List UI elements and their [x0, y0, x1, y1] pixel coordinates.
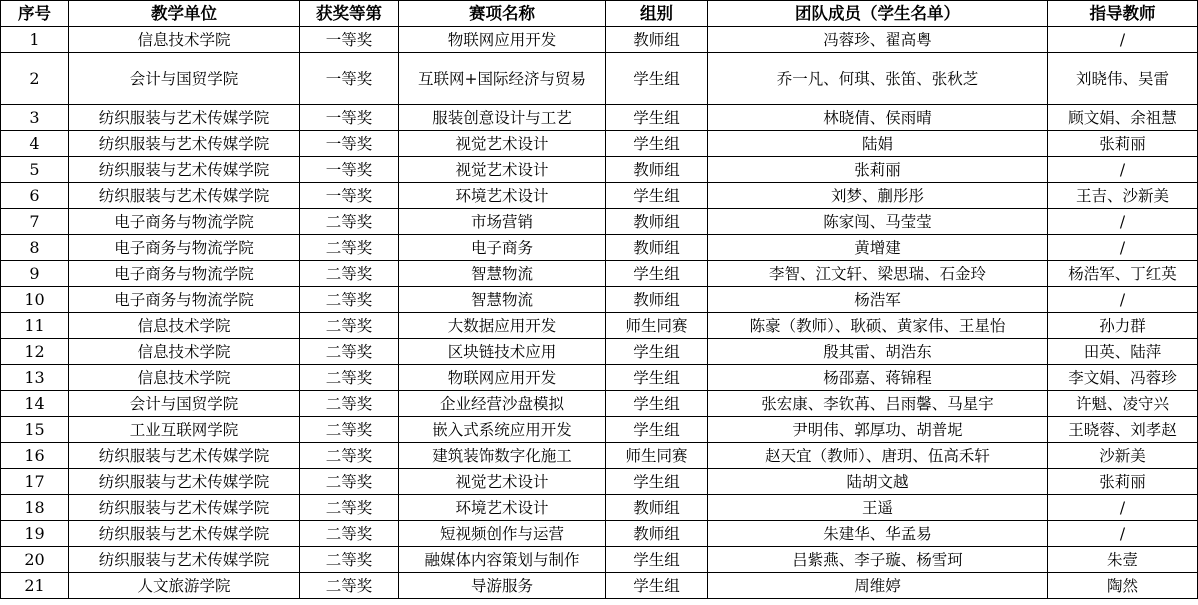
cell-advisor: /	[1048, 495, 1198, 521]
cell-event: 嵌入式系统应用开发	[399, 417, 606, 443]
cell-group: 教师组	[606, 235, 708, 261]
cell-event: 建筑装饰数字化施工	[399, 443, 606, 469]
header-no: 序号	[1, 1, 69, 27]
cell-members: 尹明伟、郭厚功、胡普坭	[708, 417, 1048, 443]
cell-no: 9	[1, 261, 69, 287]
cell-event: 市场营销	[399, 209, 606, 235]
cell-no: 12	[1, 339, 69, 365]
cell-advisor: 田英、陆萍	[1048, 339, 1198, 365]
cell-members: 陈家闯、马莹莹	[708, 209, 1048, 235]
cell-no: 15	[1, 417, 69, 443]
cell-event: 融媒体内容策划与制作	[399, 547, 606, 573]
header-event: 赛项名称	[399, 1, 606, 27]
cell-unit: 信息技术学院	[69, 339, 300, 365]
cell-no: 16	[1, 443, 69, 469]
cell-event: 视觉艺术设计	[399, 157, 606, 183]
table-row	[1, 287, 1198, 313]
cell-no: 20	[1, 547, 69, 573]
cell-award: 二等奖	[300, 495, 399, 521]
cell-advisor: 朱壹	[1048, 547, 1198, 573]
cell-advisor: 杨浩军、丁红英	[1048, 261, 1198, 287]
cell-event: 大数据应用开发	[399, 313, 606, 339]
cell-group: 学生组	[606, 105, 708, 131]
cell-event: 互联网+国际经济与贸易	[399, 53, 606, 105]
cell-advisor: 沙新美	[1048, 443, 1198, 469]
cell-group: 师生同赛	[606, 313, 708, 339]
cell-unit: 纺织服装与艺术传媒学院	[69, 105, 300, 131]
table-row	[1, 27, 1198, 53]
header-award: 获奖等第	[300, 1, 399, 27]
cell-group: 学生组	[606, 183, 708, 209]
cell-group: 学生组	[606, 131, 708, 157]
cell-group: 学生组	[606, 547, 708, 573]
cell-members: 王遥	[708, 495, 1048, 521]
table-row	[1, 157, 1198, 183]
cell-award: 二等奖	[300, 261, 399, 287]
table-row	[1, 53, 1198, 105]
cell-event: 视觉艺术设计	[399, 131, 606, 157]
cell-unit: 信息技术学院	[69, 27, 300, 53]
table-row	[1, 183, 1198, 209]
cell-award: 二等奖	[300, 313, 399, 339]
table-row	[1, 573, 1198, 599]
cell-group: 教师组	[606, 495, 708, 521]
cell-advisor: /	[1048, 209, 1198, 235]
cell-members: 张宏康、李钦苒、吕雨馨、马星宇	[708, 391, 1048, 417]
cell-members: 刘梦、蒯彤彤	[708, 183, 1048, 209]
cell-members: 殷其雷、胡浩东	[708, 339, 1048, 365]
table-row	[1, 521, 1198, 547]
cell-advisor: /	[1048, 157, 1198, 183]
cell-award: 一等奖	[300, 131, 399, 157]
cell-group: 师生同赛	[606, 443, 708, 469]
cell-unit: 信息技术学院	[69, 365, 300, 391]
header-members: 团队成员（学生名单）	[708, 1, 1048, 27]
cell-members: 陈豪（教师）、耿硕、黄家伟、王星怡	[708, 313, 1048, 339]
cell-award: 二等奖	[300, 235, 399, 261]
cell-group: 教师组	[606, 209, 708, 235]
cell-advisor: 李文娟、冯蓉珍	[1048, 365, 1198, 391]
cell-group: 教师组	[606, 157, 708, 183]
cell-unit: 电子商务与物流学院	[69, 209, 300, 235]
table-row	[1, 547, 1198, 573]
cell-award: 二等奖	[300, 573, 399, 599]
cell-group: 学生组	[606, 365, 708, 391]
cell-advisor: 孙力群	[1048, 313, 1198, 339]
cell-advisor: 陶然	[1048, 573, 1198, 599]
header-group: 组别	[606, 1, 708, 27]
table-row	[1, 443, 1198, 469]
cell-event: 电子商务	[399, 235, 606, 261]
cell-no: 7	[1, 209, 69, 235]
table-row	[1, 235, 1198, 261]
header-advisor: 指导教师	[1048, 1, 1198, 27]
cell-group: 学生组	[606, 469, 708, 495]
cell-no: 5	[1, 157, 69, 183]
cell-no: 8	[1, 235, 69, 261]
cell-unit: 纺织服装与艺术传媒学院	[69, 183, 300, 209]
cell-award: 一等奖	[300, 105, 399, 131]
cell-event: 导游服务	[399, 573, 606, 599]
cell-event: 企业经营沙盘模拟	[399, 391, 606, 417]
cell-members: 杨浩军	[708, 287, 1048, 313]
table-row	[1, 365, 1198, 391]
cell-unit: 纺织服装与艺术传媒学院	[69, 443, 300, 469]
table-row	[1, 131, 1198, 157]
cell-unit: 会计与国贸学院	[69, 53, 300, 105]
cell-event: 环境艺术设计	[399, 183, 606, 209]
cell-no: 19	[1, 521, 69, 547]
cell-unit: 电子商务与物流学院	[69, 235, 300, 261]
cell-advisor: 张莉丽	[1048, 131, 1198, 157]
cell-no: 1	[1, 27, 69, 53]
header-unit: 教学单位	[69, 1, 300, 27]
cell-advisor: /	[1048, 287, 1198, 313]
cell-advisor: /	[1048, 27, 1198, 53]
cell-unit: 纺织服装与艺术传媒学院	[69, 495, 300, 521]
cell-award: 二等奖	[300, 391, 399, 417]
cell-unit: 电子商务与物流学院	[69, 287, 300, 313]
cell-award: 二等奖	[300, 365, 399, 391]
cell-advisor: /	[1048, 521, 1198, 547]
cell-advisor: 张莉丽	[1048, 469, 1198, 495]
cell-group: 学生组	[606, 391, 708, 417]
cell-event: 短视频创作与运营	[399, 521, 606, 547]
cell-award: 二等奖	[300, 443, 399, 469]
table-row	[1, 417, 1198, 443]
cell-advisor: 许魁、凌守兴	[1048, 391, 1198, 417]
cell-group: 学生组	[606, 339, 708, 365]
header-row	[1, 1, 1198, 27]
table-row	[1, 339, 1198, 365]
cell-no: 21	[1, 573, 69, 599]
cell-advisor: 王晓蓉、刘孝赵	[1048, 417, 1198, 443]
cell-no: 17	[1, 469, 69, 495]
cell-award: 二等奖	[300, 469, 399, 495]
cell-members: 张莉丽	[708, 157, 1048, 183]
cell-no: 10	[1, 287, 69, 313]
cell-members: 朱建华、华孟易	[708, 521, 1048, 547]
cell-members: 杨邵嘉、蒋锦程	[708, 365, 1048, 391]
cell-group: 教师组	[606, 27, 708, 53]
table-row	[1, 495, 1198, 521]
cell-advisor: 刘晓伟、吴雷	[1048, 53, 1198, 105]
cell-event: 环境艺术设计	[399, 495, 606, 521]
cell-award: 一等奖	[300, 157, 399, 183]
cell-award: 二等奖	[300, 287, 399, 313]
cell-group: 学生组	[606, 573, 708, 599]
cell-group: 学生组	[606, 261, 708, 287]
cell-award: 二等奖	[300, 547, 399, 573]
cell-members: 陆娟	[708, 131, 1048, 157]
table-row	[1, 209, 1198, 235]
cell-members: 陆胡文越	[708, 469, 1048, 495]
cell-members: 黄增建	[708, 235, 1048, 261]
table-row	[1, 105, 1198, 131]
cell-members: 冯蓉珍、翟高粤	[708, 27, 1048, 53]
table-row	[1, 391, 1198, 417]
table-row	[1, 313, 1198, 339]
cell-no: 18	[1, 495, 69, 521]
cell-unit: 纺织服装与艺术传媒学院	[69, 131, 300, 157]
cell-members: 周维婷	[708, 573, 1048, 599]
cell-award: 一等奖	[300, 53, 399, 105]
table-row	[1, 261, 1198, 287]
cell-unit: 纺织服装与艺术传媒学院	[69, 157, 300, 183]
cell-no: 2	[1, 53, 69, 105]
cell-no: 3	[1, 105, 69, 131]
cell-event: 区块链技术应用	[399, 339, 606, 365]
cell-no: 13	[1, 365, 69, 391]
cell-unit: 工业互联网学院	[69, 417, 300, 443]
cell-group: 学生组	[606, 53, 708, 105]
cell-unit: 人文旅游学院	[69, 573, 300, 599]
cell-members: 林晓倩、侯雨晴	[708, 105, 1048, 131]
cell-members: 李智、江文轩、梁思瑞、石金玲	[708, 261, 1048, 287]
cell-event: 智慧物流	[399, 287, 606, 313]
cell-award: 一等奖	[300, 27, 399, 53]
cell-award: 二等奖	[300, 339, 399, 365]
cell-no: 11	[1, 313, 69, 339]
cell-advisor: 顾文娟、余祖慧	[1048, 105, 1198, 131]
cell-award: 二等奖	[300, 521, 399, 547]
cell-group: 教师组	[606, 287, 708, 313]
cell-event: 物联网应用开发	[399, 365, 606, 391]
cell-unit: 纺织服装与艺术传媒学院	[69, 547, 300, 573]
cell-no: 4	[1, 131, 69, 157]
cell-no: 14	[1, 391, 69, 417]
cell-members: 吕紫燕、李子璇、杨雪珂	[708, 547, 1048, 573]
cell-unit: 纺织服装与艺术传媒学院	[69, 521, 300, 547]
cell-unit: 信息技术学院	[69, 313, 300, 339]
cell-unit: 电子商务与物流学院	[69, 261, 300, 287]
cell-award: 二等奖	[300, 417, 399, 443]
cell-group: 教师组	[606, 521, 708, 547]
cell-members: 乔一凡、何琪、张笛、张秋芝	[708, 53, 1048, 105]
cell-unit: 会计与国贸学院	[69, 391, 300, 417]
cell-members: 赵天宜（教师）、唐玥、伍高禾轩	[708, 443, 1048, 469]
cell-event: 服装创意设计与工艺	[399, 105, 606, 131]
cell-unit: 纺织服装与艺术传媒学院	[69, 469, 300, 495]
cell-award: 一等奖	[300, 183, 399, 209]
cell-advisor: /	[1048, 235, 1198, 261]
cell-group: 学生组	[606, 417, 708, 443]
cell-award: 二等奖	[300, 209, 399, 235]
cell-event: 智慧物流	[399, 261, 606, 287]
table-row	[1, 469, 1198, 495]
cell-no: 6	[1, 183, 69, 209]
cell-advisor: 王吉、沙新美	[1048, 183, 1198, 209]
cell-event: 视觉艺术设计	[399, 469, 606, 495]
cell-event: 物联网应用开发	[399, 27, 606, 53]
